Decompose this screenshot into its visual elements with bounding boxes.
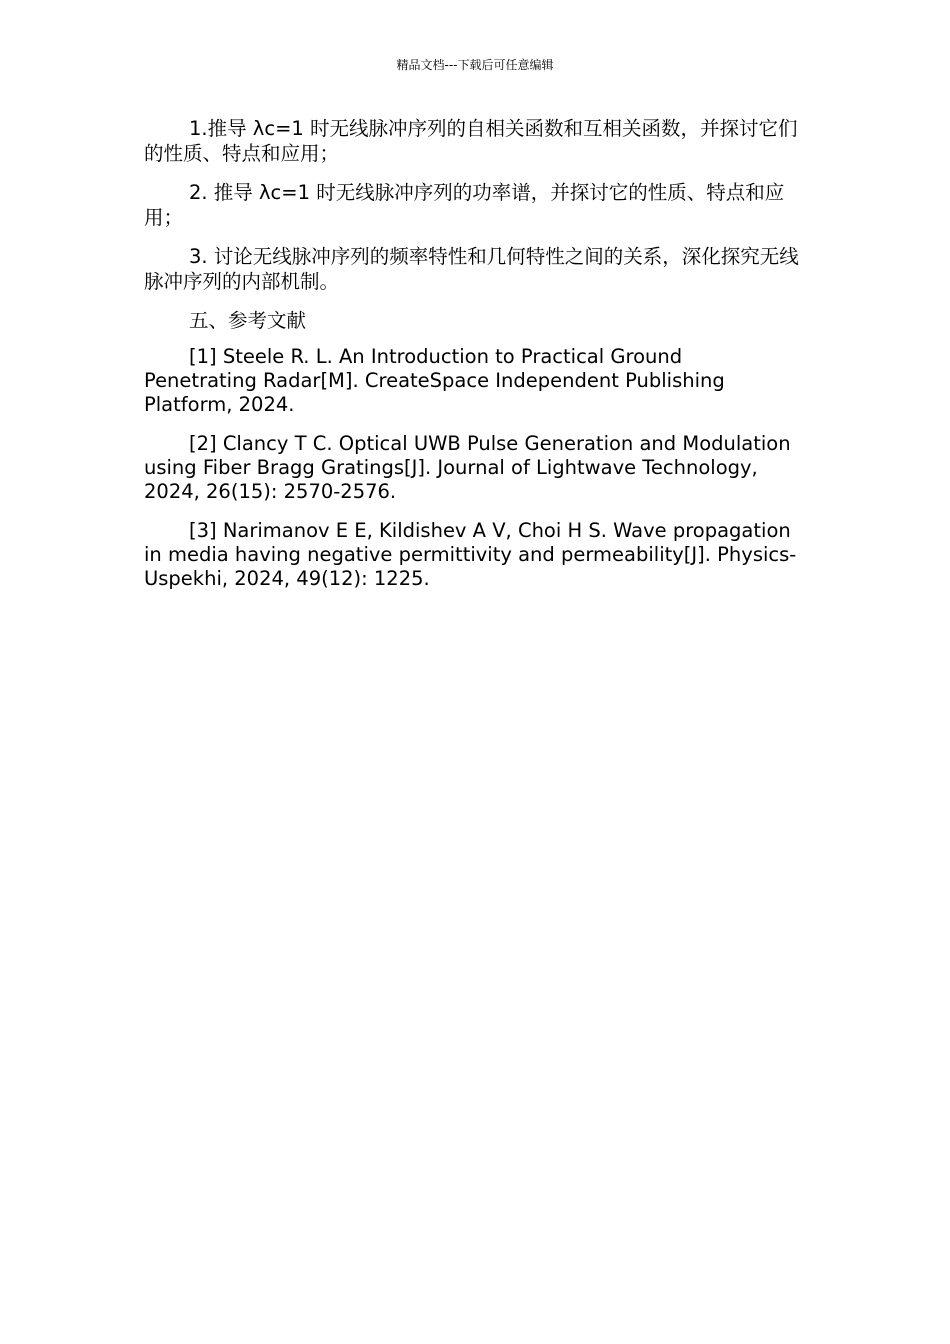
page-header: 精品文档---下载后可任意编辑 <box>396 58 554 72</box>
list-item-2: 2. 推导 λc=1 时无线脉冲序列的功率谱，并探讨它的性质、特点和应用； <box>144 181 785 229</box>
list-item-1: 1.推导 λc=1 时无线脉冲序列的自相关函数和互相关函数，并探讨它们的性质、特点和应用； <box>144 117 798 165</box>
list-item-3: 3. 讨论无线脉冲序列的频率特性和几何特性之间的关系，深化探究无线脉冲序列的内部机制。 <box>144 245 799 293</box>
reference-1: [1] Steele R. L. An Introduction to Practical Ground Penetrating Radar[M]. CreateSpace Independent Publishing Platform, 2024. <box>144 345 725 416</box>
references-heading: 五、参考文献 <box>189 309 307 332</box>
reference-2: [2] Clancy T C. Optical UWB Pulse Generation and Modulation using Fiber Bragg Gratings[J]. Journal of Lightwave Technology, 2024, 26(15): 2570-2576. <box>144 432 791 503</box>
document-body <box>144 116 800 606</box>
reference-3: [3] Narimanov E E, Kildishev A V, Choi H S. Wave propagation in media having negative permittivity and permeability[J]. Physics-Uspekhi, 2024, 49(12): 1225. <box>144 519 797 590</box>
